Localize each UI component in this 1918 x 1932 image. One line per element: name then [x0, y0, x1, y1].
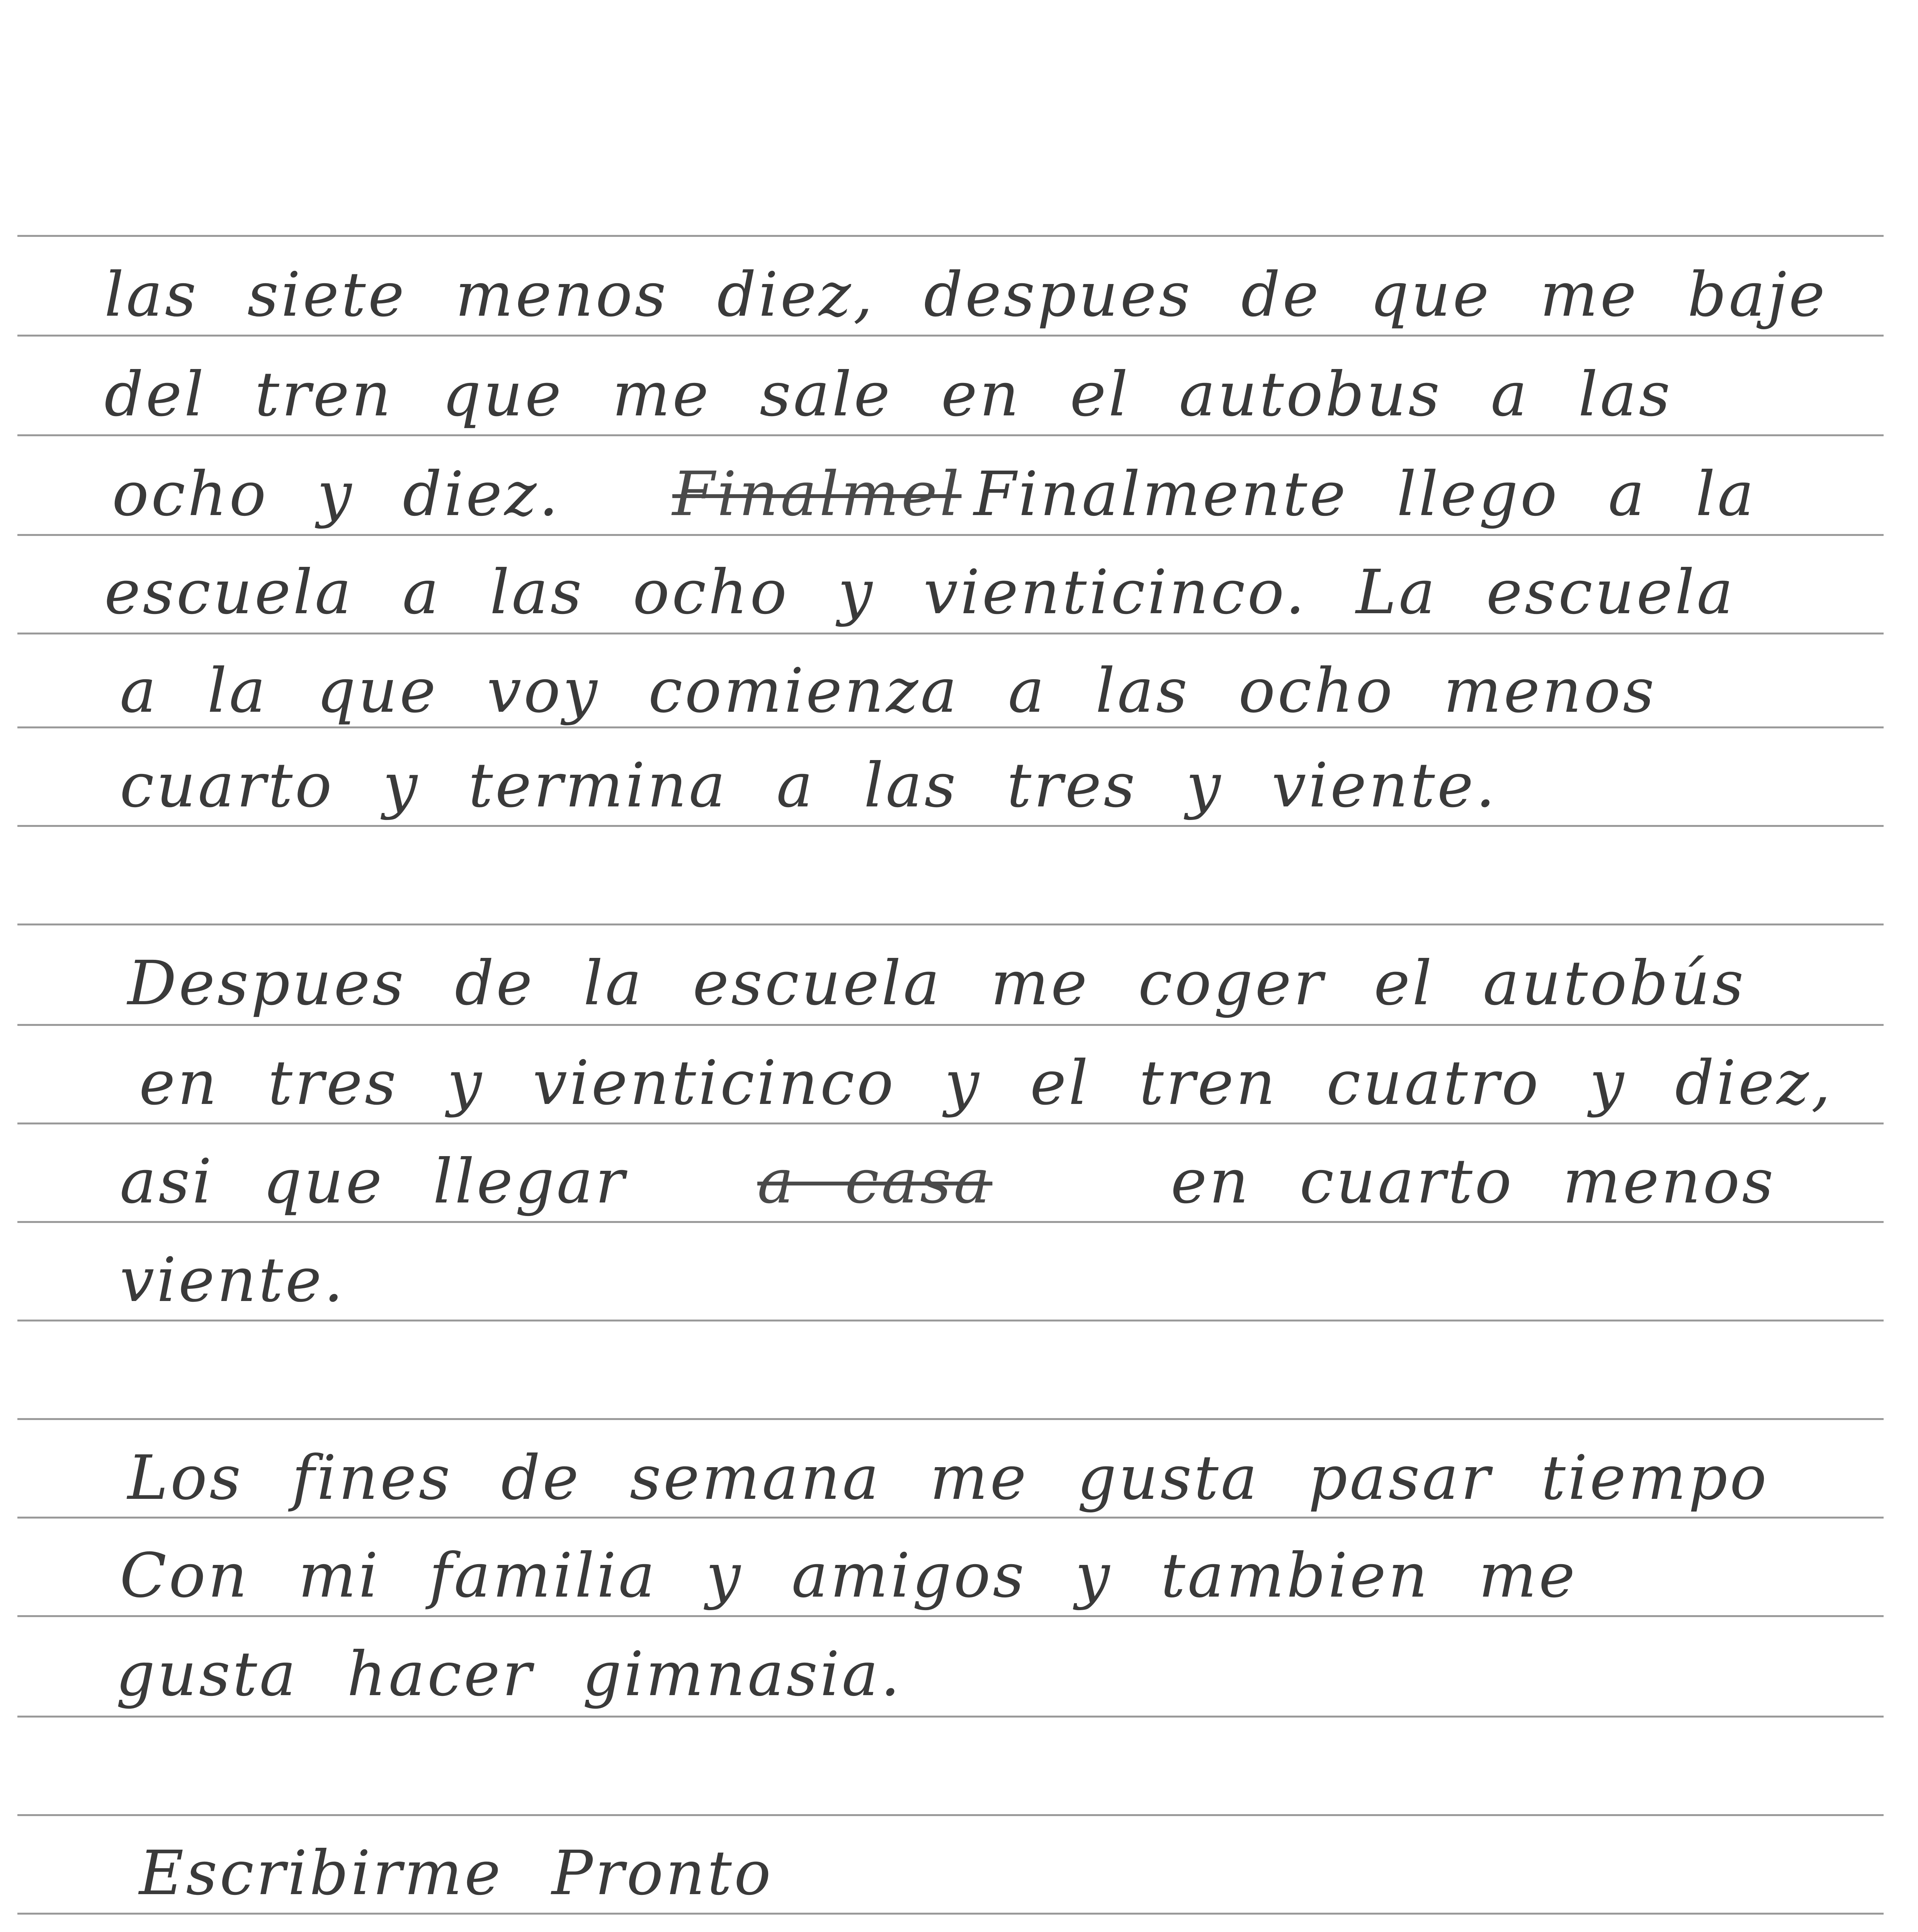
handwritten-text: las siete menos diez, despues de que me baje	[104, 259, 1828, 330]
paragraph-1-line-4	[0, 533, 1918, 633]
paragraph-2-line-4	[0, 1221, 1918, 1321]
handwritten-text: cuarto y termina a las tres y viente.	[120, 750, 1498, 821]
handwritten-text: viente.	[120, 1245, 346, 1316]
paragraph-1-line-1	[0, 236, 1918, 335]
handwritten-text: Finalmente llego a la	[974, 459, 1756, 530]
handwritten-text: del tren que me sale en el autobus a las	[104, 359, 1673, 430]
paragraph-1-line-3	[0, 435, 1918, 535]
handwritten-text: Escribirme Pronto	[139, 1838, 774, 1909]
paragraph-3-line-3	[0, 1615, 1918, 1715]
paragraph-2-line-1	[0, 924, 1918, 1024]
crossed-out-word: Finalmel	[672, 459, 962, 530]
paragraph-1-line-2	[0, 335, 1918, 435]
handwritten-text: Despues de la escuela me coger el autobús	[128, 948, 1746, 1019]
handwritten-text: asi que llegar	[120, 1146, 627, 1217]
handwritten-text: en tres y vienticinco y el tren cuatro y diez,	[139, 1048, 1833, 1119]
handwritten-text: Los fines de semana me gusta pasar tiempo	[128, 1442, 1769, 1514]
handwritten-text: escuela a las ocho y vienticinco. La escuela	[104, 557, 1736, 628]
closing-line-1	[0, 1814, 1918, 1914]
ruled-line	[17, 1716, 1884, 1718]
paragraph-2-line-2	[0, 1024, 1918, 1124]
paragraph-1-line-5	[0, 632, 1918, 731]
paragraph-3-line-2	[0, 1517, 1918, 1616]
paragraph-1-line-6	[0, 726, 1918, 826]
handwritten-text: gusta hacer gimnasia.	[116, 1639, 903, 1710]
paragraph-3-line-1	[0, 1419, 1918, 1519]
closing-line-2	[0, 1913, 1918, 1932]
handwritten-text: en cuarto menos	[1171, 1146, 1776, 1217]
crossed-out-words: a casa	[757, 1146, 993, 1217]
handwritten-text: Con mi familia y amigos y tambien me	[120, 1540, 1578, 1611]
handwritten-text: ocho y diez.	[112, 459, 561, 530]
handwritten-text: a la que voy comienza a las ocho menos	[120, 655, 1657, 726]
paragraph-2-line-3	[0, 1122, 1918, 1222]
